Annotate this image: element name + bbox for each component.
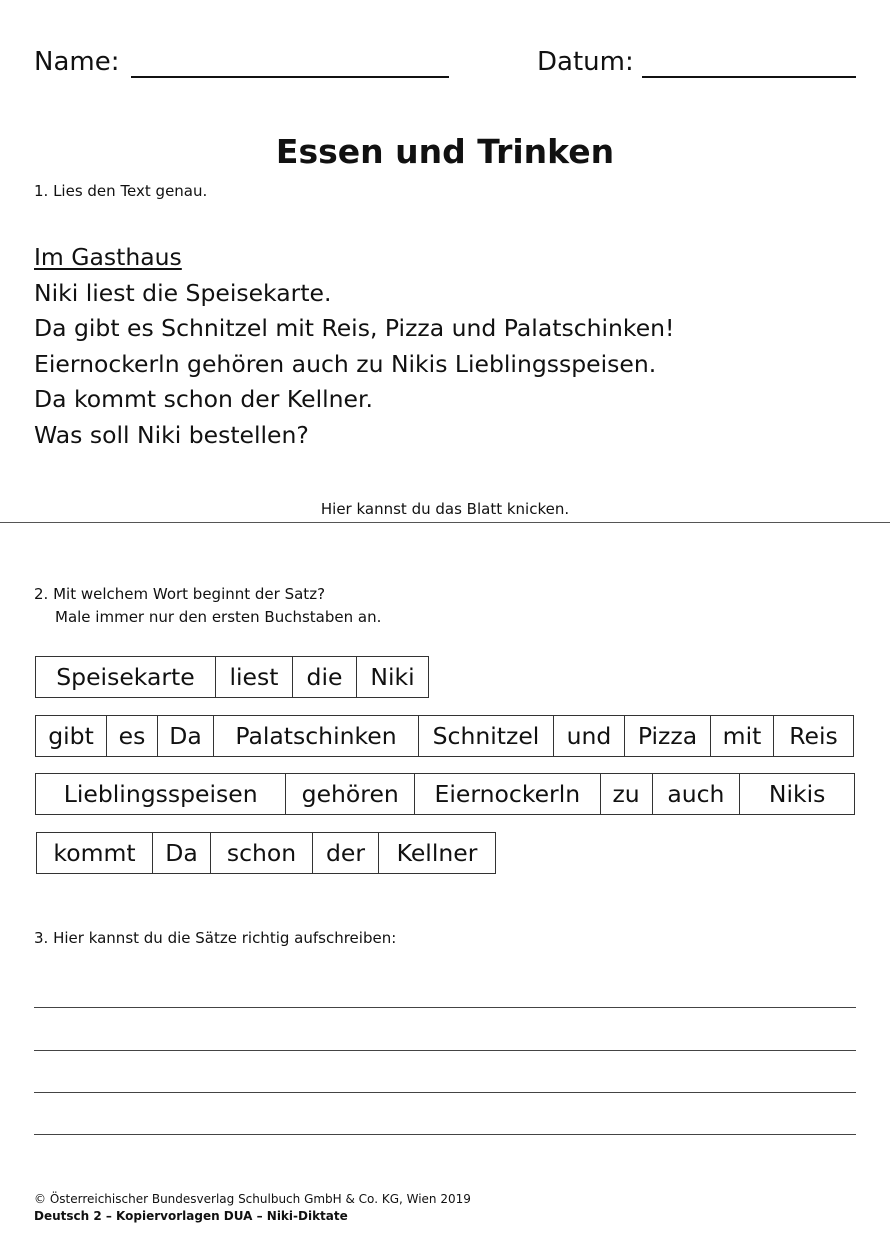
- writing-line[interactable]: [34, 1092, 856, 1093]
- task1-instruction: 1. Lies den Text genau.: [34, 182, 208, 200]
- date-write-line[interactable]: [642, 76, 856, 78]
- word-box[interactable]: Eiernockerln: [414, 774, 600, 814]
- task2-instruction-line2: Male immer nur den ersten Buchstaben an.: [55, 608, 382, 626]
- page-title: Essen und Trinken: [275, 132, 615, 171]
- word-row-3: [35, 773, 855, 815]
- word-box[interactable]: Da: [157, 716, 213, 756]
- writing-line[interactable]: [34, 1050, 856, 1051]
- word-box[interactable]: Palatschinken: [213, 716, 418, 756]
- word-box[interactable]: zu: [600, 774, 652, 814]
- writing-line[interactable]: [34, 1134, 856, 1135]
- footer-series: Deutsch 2 – Kopiervorlagen DUA – Niki-Diktate: [34, 1209, 348, 1223]
- word-box[interactable]: kommt: [53, 839, 136, 867]
- word-box[interactable]: mit: [710, 716, 773, 756]
- word-box[interactable]: liest: [215, 657, 292, 697]
- word-row-1: [35, 656, 429, 698]
- word-box[interactable]: Pizza: [624, 716, 710, 756]
- story-line: Da gibt es Schnitzel mit Reis, Pizza und Palatschinken!: [34, 314, 675, 342]
- word-box[interactable]: der: [312, 833, 378, 873]
- story-heading: Im Gasthaus: [34, 243, 182, 271]
- word-box[interactable]: Speisekarte: [56, 663, 195, 691]
- word-box[interactable]: Nikis: [739, 774, 854, 814]
- fold-line: [0, 522, 890, 523]
- word-box[interactable]: schon: [210, 833, 312, 873]
- fold-hint: Hier kannst du das Blatt knicken.: [320, 500, 570, 518]
- word-box[interactable]: Da: [152, 833, 210, 873]
- word-box[interactable]: Kellner: [378, 833, 495, 873]
- name-write-line[interactable]: [131, 76, 449, 78]
- task3-instruction: 3. Hier kannst du die Sätze richtig aufschreiben:: [34, 929, 397, 947]
- word-box[interactable]: gibt: [48, 722, 94, 750]
- word-box[interactable]: Reis: [773, 716, 853, 756]
- writing-line[interactable]: [34, 1007, 856, 1008]
- word-box[interactable]: Niki: [356, 657, 428, 697]
- word-box[interactable]: Schnitzel: [418, 716, 553, 756]
- name-label: Name:: [34, 47, 120, 77]
- word-box[interactable]: und: [553, 716, 624, 756]
- word-row-4: [36, 832, 496, 874]
- story-line: Was soll Niki bestellen?: [34, 420, 309, 449]
- story-line: Eiernockerln gehören auch zu Nikis Lieblingsspeisen.: [34, 349, 657, 378]
- date-label: Datum:: [537, 47, 634, 77]
- word-box[interactable]: Lieblingsspeisen: [63, 780, 258, 808]
- story-text: [34, 240, 674, 453]
- word-box[interactable]: gehören: [285, 774, 414, 814]
- word-box[interactable]: es: [106, 716, 157, 756]
- word-box[interactable]: auch: [652, 774, 740, 814]
- story-line: Da kommt schon der Kellner.: [34, 385, 373, 413]
- story-line: Niki liest die Speisekarte.: [34, 278, 332, 307]
- word-row-2: [35, 715, 854, 757]
- task2-instruction-line1: 2. Mit welchem Wort beginnt der Satz?: [34, 585, 326, 603]
- word-box[interactable]: die: [292, 657, 356, 697]
- footer-copyright: © Österreichischer Bundesverlag Schulbuch GmbH & Co. KG, Wien 2019: [34, 1192, 471, 1206]
